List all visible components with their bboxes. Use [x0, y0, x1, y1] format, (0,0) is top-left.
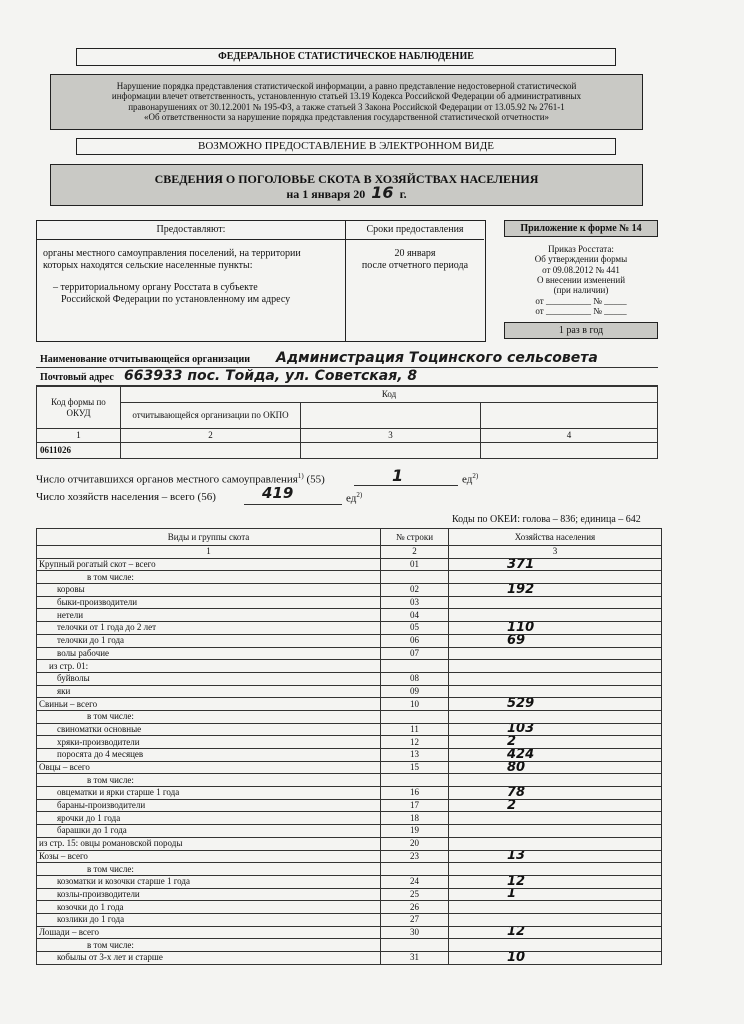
- table-row: [37, 723, 662, 736]
- livestock-value[interactable]: 424: [449, 749, 662, 762]
- table-row: [37, 952, 662, 965]
- form-year: 16: [371, 183, 394, 202]
- code-num-4: 4: [481, 429, 658, 443]
- livestock-label: в том числе:: [37, 571, 381, 584]
- table-row: [37, 863, 662, 876]
- submitters-line-3: – территориальному органу Росстата в субъекте: [53, 282, 258, 293]
- electronic-submission-note: [76, 138, 616, 155]
- livestock-value[interactable]: [449, 571, 662, 584]
- table-row: [37, 571, 662, 584]
- livestock-row-code: 27: [381, 913, 449, 926]
- table-row: [37, 584, 662, 597]
- table-row: [37, 787, 662, 800]
- submission-table: [36, 220, 486, 342]
- livestock-value[interactable]: [449, 913, 662, 926]
- livestock-row-code: 23: [381, 850, 449, 863]
- table-row: [37, 710, 662, 723]
- livestock-table: [36, 528, 662, 965]
- livestock-col-row-number: № строки: [381, 529, 449, 546]
- organs-count-footnote: 1): [297, 472, 304, 480]
- organs-count-row: [36, 466, 596, 488]
- table-row: [37, 698, 662, 711]
- livestock-value[interactable]: 2: [449, 736, 662, 749]
- households-count-label: Число хозяйств населения – всего (56): [36, 491, 216, 503]
- livestock-value[interactable]: [449, 660, 662, 673]
- livestock-row-code: 07: [381, 647, 449, 660]
- appendix-line-2: Об утверждении формы: [534, 254, 628, 265]
- code-col3-header: [301, 403, 481, 429]
- livestock-value[interactable]: 78: [449, 787, 662, 800]
- livestock-value[interactable]: [449, 672, 662, 685]
- livestock-label: козлы-производители: [37, 888, 381, 901]
- deadline-line-2: после отчетного периода: [361, 259, 469, 271]
- livestock-label: поросята до 4 месяцев: [37, 749, 381, 762]
- livestock-value[interactable]: 2: [449, 799, 662, 812]
- livestock-row-code: 19: [381, 825, 449, 838]
- livestock-label: яки: [37, 685, 381, 698]
- form-date-prefix: на 1 января 20: [286, 187, 366, 201]
- table-row: [37, 660, 662, 673]
- livestock-row-code: 31: [381, 952, 449, 965]
- livestock-label: из стр. 01:: [37, 660, 381, 673]
- org-name-label: Наименование отчитывающейся организации: [40, 354, 251, 365]
- livestock-label: свиноматки основные: [37, 723, 381, 736]
- livestock-row-code: 18: [381, 812, 449, 825]
- table-row: [37, 913, 662, 926]
- table-row: [37, 875, 662, 888]
- households-count-unit-footnote: 2): [356, 491, 363, 499]
- livestock-col-species: Виды и группы скота: [37, 529, 381, 546]
- livestock-value[interactable]: [449, 812, 662, 825]
- livestock-value[interactable]: [449, 863, 662, 876]
- livestock-label: коровы: [37, 584, 381, 597]
- livestock-row-code: [381, 710, 449, 723]
- livestock-row-code: 15: [381, 761, 449, 774]
- livestock-label: волы рабочие: [37, 647, 381, 660]
- livestock-value[interactable]: 371: [449, 558, 662, 571]
- warning-line-2: информации влечет ответственность, установленную статьей 13.19 Кодекса Российской Федерации об административных: [111, 91, 582, 102]
- households-count-unit: ед: [346, 492, 357, 505]
- livestock-row-code: 01: [381, 558, 449, 571]
- livestock-label: Лошади – всего: [37, 926, 381, 939]
- warning-line-1: Нарушение порядка представления статистической информации, а равно представление недостоверной статистической: [116, 81, 577, 91]
- submitters-line-4: Российской Федерации по установленному им адресу: [61, 293, 291, 305]
- livestock-row-code: 10: [381, 698, 449, 711]
- livestock-label: Овцы – всего: [37, 761, 381, 774]
- livestock-label: Свиньи – всего: [37, 698, 381, 711]
- code-col4-value[interactable]: [481, 443, 658, 459]
- livestock-value[interactable]: 10: [449, 952, 662, 965]
- table-row: [37, 939, 662, 952]
- frequency-text: 1 раз в год: [558, 325, 604, 336]
- livestock-colnum-1: 1: [37, 546, 381, 559]
- appendix-line-1: Приказ Росстата:: [548, 244, 614, 254]
- livestock-row-code: 05: [381, 622, 449, 635]
- org-address-row: [36, 368, 658, 386]
- submitters-text: [43, 248, 343, 305]
- form-date: [51, 183, 642, 202]
- deadline-line-1: 20 января: [394, 248, 436, 259]
- codes-table: [36, 386, 658, 459]
- electronic-note-text: ВОЗМОЖНО ПРЕДОСТАВЛЕНИЕ В ЭЛЕКТРОННОМ ВИДЕ: [198, 140, 494, 152]
- table-row: [37, 685, 662, 698]
- table-row: [37, 736, 662, 749]
- organs-count-unit-footnote: 2): [472, 472, 479, 480]
- deadline-header: Сроки предоставления: [366, 224, 464, 235]
- table-row: [37, 850, 662, 863]
- okpo-header: отчитывающейся организации по ОКПО: [121, 403, 301, 429]
- livestock-row-code: 08: [381, 672, 449, 685]
- org-address-value[interactable]: 663933 пос. Тойда, ул. Советская, 8: [124, 368, 418, 384]
- table-row: [37, 596, 662, 609]
- livestock-value[interactable]: [449, 609, 662, 622]
- livestock-label: нетели: [37, 609, 381, 622]
- organs-count-code: (55): [306, 473, 325, 486]
- code-num-2: 2: [121, 429, 301, 443]
- livestock-value[interactable]: [449, 647, 662, 660]
- table-row: [37, 799, 662, 812]
- livestock-label: козочки до 1 года: [37, 901, 381, 914]
- livestock-row-code: 03: [381, 596, 449, 609]
- table-row: [37, 672, 662, 685]
- livestock-label: барашки до 1 года: [37, 825, 381, 838]
- table-row: [37, 634, 662, 647]
- table-row: [37, 647, 662, 660]
- livestock-label: в том числе:: [37, 774, 381, 787]
- appendix-title-text: Приложение к форме № 14: [520, 223, 642, 234]
- table-row: [37, 609, 662, 622]
- livestock-value[interactable]: 103: [449, 723, 662, 736]
- livestock-row-code: 20: [381, 837, 449, 850]
- appendix-line-6: от __________ № _____: [535, 295, 627, 306]
- okud-header: Код формы по ОКУД: [37, 387, 121, 429]
- livestock-label: Крупный рогатый скот – всего: [37, 558, 381, 571]
- appendix-title: [504, 220, 658, 237]
- appendix-details: [504, 244, 658, 316]
- livestock-value[interactable]: [449, 901, 662, 914]
- livestock-row-code: [381, 863, 449, 876]
- livestock-label: в том числе:: [37, 710, 381, 723]
- code-col4-header: [481, 403, 658, 429]
- table-row: [37, 901, 662, 914]
- organs-count-value[interactable]: 1: [392, 466, 404, 485]
- livestock-value[interactable]: [449, 710, 662, 723]
- livestock-row-code: 09: [381, 685, 449, 698]
- header-title-text: ФЕДЕРАЛЬНОЕ СТАТИСТИЧЕСКОЕ НАБЛЮДЕНИЕ: [218, 51, 474, 62]
- livestock-value[interactable]: [449, 825, 662, 838]
- liability-warning: [50, 74, 643, 130]
- code-num-1: 1: [37, 429, 121, 443]
- livestock-row-code: [381, 571, 449, 584]
- livestock-value[interactable]: 110: [449, 622, 662, 635]
- submitters-header: Предоставляют:: [156, 224, 226, 235]
- livestock-value[interactable]: 69: [449, 634, 662, 647]
- warning-line-4: «Об ответственности за нарушение порядка представления государственной статистической отчетности»: [143, 112, 550, 123]
- form-date-suffix: г.: [399, 187, 407, 201]
- livestock-row-code: 26: [381, 901, 449, 914]
- livestock-row-code: [381, 774, 449, 787]
- livestock-label: быки-производители: [37, 596, 381, 609]
- livestock-row-code: 13: [381, 749, 449, 762]
- livestock-label: овцематки и ярки старше 1 года: [37, 787, 381, 800]
- submitters-line-1: органы местного самоуправления поселений, на территории: [43, 248, 301, 259]
- livestock-colnum-2: 2: [381, 546, 449, 559]
- appendix-line-7: от __________ № _____: [535, 306, 627, 317]
- livestock-label: буйволы: [37, 672, 381, 685]
- livestock-value[interactable]: [449, 774, 662, 787]
- livestock-label: телочки до 1 года: [37, 634, 381, 647]
- table-row: [37, 558, 662, 571]
- livestock-row-code: [381, 939, 449, 952]
- livestock-label: хряки-производители: [37, 736, 381, 749]
- livestock-label: бараны-производители: [37, 799, 381, 812]
- warning-line-3: правонарушениях от 30.12.2001 № 195-ФЗ, а также статьей 3 Закона Российской Федерации от 13.05.92 № 2761-1: [128, 101, 565, 112]
- code-header: Код: [121, 387, 658, 403]
- livestock-row-code: 12: [381, 736, 449, 749]
- livestock-value[interactable]: [449, 837, 662, 850]
- livestock-label: ярочки до 1 года: [37, 812, 381, 825]
- form-title-block: [50, 164, 643, 206]
- okpo-value[interactable]: [121, 443, 301, 459]
- livestock-value[interactable]: 12: [449, 926, 662, 939]
- households-count-row: [36, 484, 596, 507]
- appendix-line-3: от 09.08.2012 № 441: [542, 264, 620, 275]
- livestock-value[interactable]: 1: [449, 888, 662, 901]
- livestock-value[interactable]: 13: [449, 850, 662, 863]
- table-row: [37, 825, 662, 838]
- form-title: СВЕДЕНИЯ О ПОГОЛОВЬЕ СКОТА В ХОЗЯЙСТВАХ НАСЕЛЕНИЯ: [154, 172, 539, 186]
- livestock-value[interactable]: [449, 685, 662, 698]
- form-header-title: [76, 48, 616, 66]
- livestock-label: козоматки и козочки старше 1 года: [37, 875, 381, 888]
- frequency-badge: [504, 322, 658, 339]
- livestock-row-code: 02: [381, 584, 449, 597]
- livestock-label: козлики до 1 года: [37, 913, 381, 926]
- appendix-line-4: О внесении изменений: [536, 275, 626, 286]
- org-name-value[interactable]: Администрация Тоцинского сельсовета: [276, 350, 598, 366]
- livestock-col-households: Хозяйства населения: [449, 529, 662, 546]
- submitters-line-2: которых находятся сельские населенные пункты:: [43, 259, 253, 271]
- okud-value: 0611026: [37, 443, 121, 459]
- livestock-value[interactable]: 529: [449, 698, 662, 711]
- livestock-label: в том числе:: [37, 939, 381, 952]
- org-name-row: [36, 350, 658, 368]
- livestock-row-code: 30: [381, 926, 449, 939]
- org-address-label: Почтовый адрес: [40, 372, 114, 383]
- livestock-row-code: 11: [381, 723, 449, 736]
- livestock-value[interactable]: 80: [449, 761, 662, 774]
- livestock-row-code: 25: [381, 888, 449, 901]
- table-row: [37, 622, 662, 635]
- table-row: [37, 888, 662, 901]
- table-row: [37, 812, 662, 825]
- okei-codes: Коды по ОКЕИ: голова – 836; единица – 642: [452, 514, 641, 525]
- livestock-row-code: [381, 660, 449, 673]
- livestock-label: Козы – всего: [37, 850, 381, 863]
- livestock-label: телочки от 1 года до 2 лет: [37, 622, 381, 635]
- table-row: [37, 774, 662, 787]
- livestock-value[interactable]: 192: [449, 584, 662, 597]
- table-row: [37, 926, 662, 939]
- deadline-text: [345, 248, 485, 271]
- table-row: [37, 749, 662, 762]
- table-row: [37, 761, 662, 774]
- livestock-colnum-3: 3: [449, 546, 662, 559]
- livestock-label: в том числе:: [37, 863, 381, 876]
- livestock-value[interactable]: [449, 939, 662, 952]
- livestock-row-code: 06: [381, 634, 449, 647]
- table-row: [37, 837, 662, 850]
- livestock-label: из стр. 15: овцы романовской породы: [37, 837, 381, 850]
- livestock-row-code: 04: [381, 609, 449, 622]
- code-num-3: 3: [301, 429, 481, 443]
- livestock-value[interactable]: 12: [449, 875, 662, 888]
- livestock-row-code: 17: [381, 799, 449, 812]
- organs-count-label: Число отчитавшихся органов местного самоуправления: [36, 473, 298, 486]
- livestock-row-code: 16: [381, 787, 449, 800]
- livestock-label: кобылы от 3-х лет и старше: [37, 952, 381, 965]
- households-count-value[interactable]: 419: [262, 484, 294, 502]
- livestock-row-code: 24: [381, 875, 449, 888]
- appendix-line-5: (при наличии): [553, 285, 609, 296]
- organs-count-unit: ед: [462, 473, 473, 486]
- code-col3-value[interactable]: [301, 443, 481, 459]
- livestock-value[interactable]: [449, 596, 662, 609]
